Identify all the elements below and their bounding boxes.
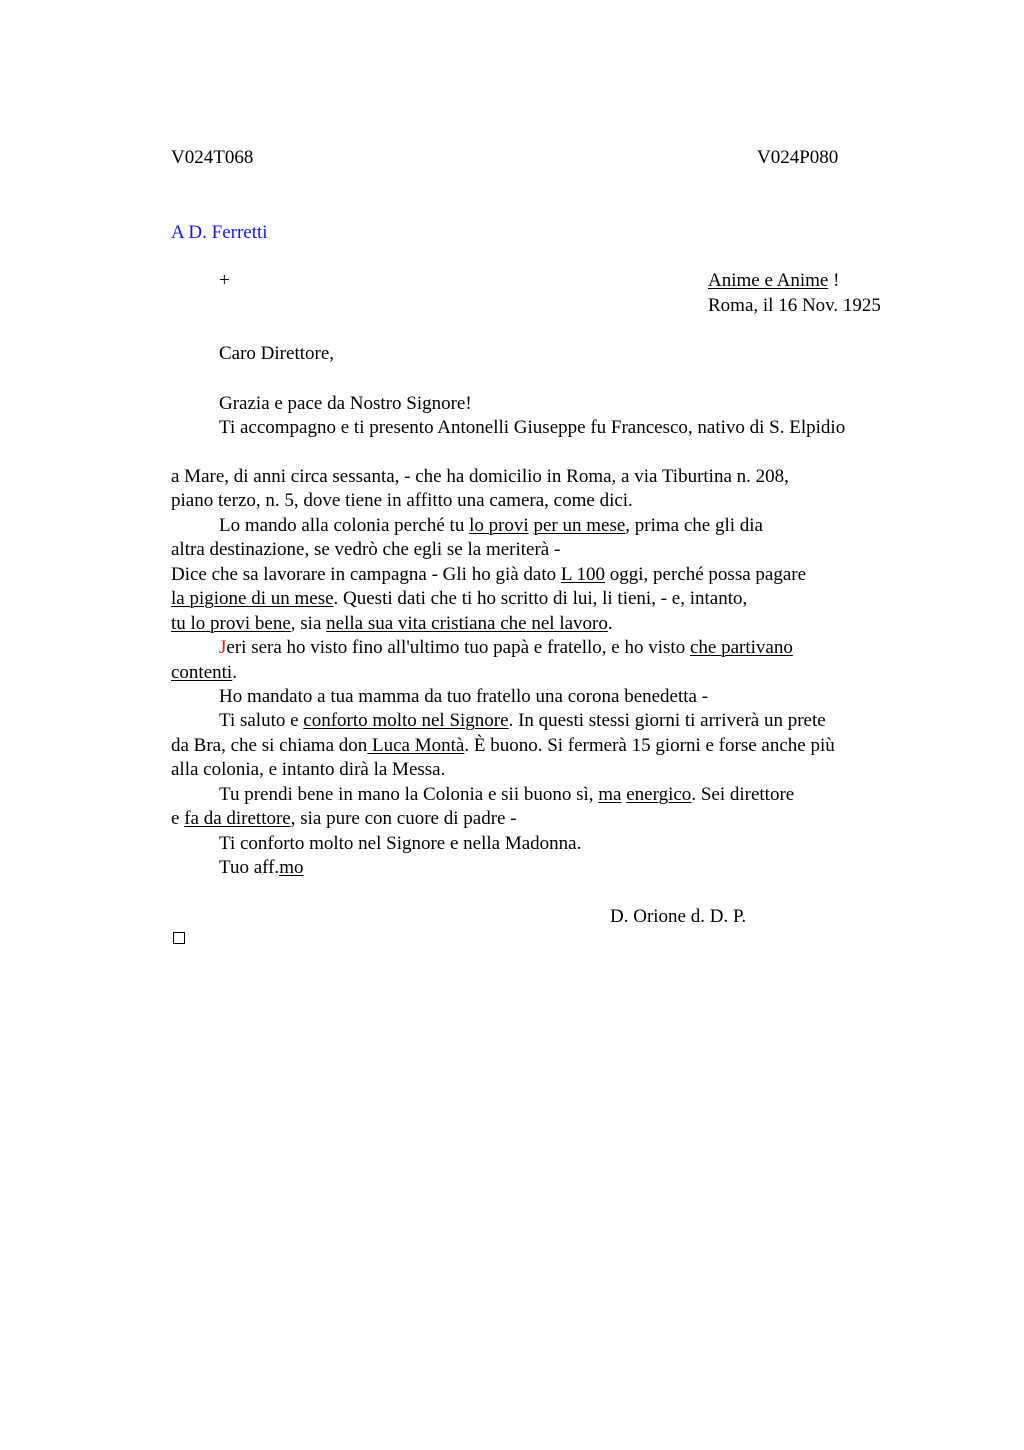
text-run: . bbox=[232, 662, 237, 683]
text-run: . È buono. Si fermerà 15 giorni e forse anche più bbox=[464, 735, 835, 756]
greeting-line: Grazia e pace da Nostro Signore! bbox=[219, 393, 472, 414]
underlined-run: per un mese bbox=[533, 515, 626, 536]
signature: D. Orione d. D. P. bbox=[610, 906, 747, 927]
underlined-run: conforto molto nel Signore bbox=[303, 710, 509, 731]
text-run: . In questi stessi giorni ti arriverà un prete bbox=[508, 710, 826, 731]
motto-underlined: Anime e Anime bbox=[708, 270, 829, 291]
body-line-2: a Mare, di anni circa sessanta, - che ha domicilio in Roma, a via Tiburtina n. 208, bbox=[171, 466, 789, 487]
text-run: , sia bbox=[290, 613, 327, 634]
text-run: Dice che sa lavorare in campagna - Gli ho già dato bbox=[171, 564, 561, 585]
text-run: eri sera ho visto fino all'ultimo tuo papà e fratello, e ho visto bbox=[226, 637, 690, 658]
cross-mark: + bbox=[219, 270, 230, 291]
body-line-1: Ti accompagno e ti presento Antonelli Giuseppe fu Francesco, nativo di S. Elpidio bbox=[219, 417, 846, 438]
body-line-7 bbox=[171, 587, 747, 611]
body-line-9 bbox=[219, 636, 793, 660]
document-code-right: V024P080 bbox=[757, 147, 839, 168]
body-line-4 bbox=[219, 514, 763, 538]
body-line-8 bbox=[171, 612, 613, 636]
text-run: Lo mando alla colonia perché tu bbox=[219, 515, 470, 536]
underlined-run: Luca Montà bbox=[367, 735, 465, 756]
body-line-5: altra destinazione, se vedrò che egli se la meriterà - bbox=[171, 539, 561, 560]
text-run: . Questi dati che ti ho scritto di lui, li tieni, - e, intanto, bbox=[333, 588, 748, 609]
text-run: , sia pure con cuore di padre - bbox=[290, 808, 517, 829]
body-line-14: alla colonia, e intanto dirà la Messa. bbox=[171, 759, 446, 780]
document-code-left: V024T068 bbox=[171, 147, 254, 168]
end-square-icon bbox=[173, 932, 185, 944]
text-run: Ti saluto e bbox=[219, 710, 304, 731]
underlined-run: tu lo provi bene bbox=[171, 613, 291, 634]
salutation: Caro Direttore, bbox=[219, 343, 335, 364]
body-line-3: piano terzo, n. 5, dove tiene in affitto una camera, come dici. bbox=[171, 490, 633, 511]
underlined-run: che partivano bbox=[689, 637, 793, 658]
place-date: Roma, il 16 Nov. 1925 bbox=[708, 295, 881, 316]
text-run: e bbox=[171, 808, 185, 829]
underlined-run: mo bbox=[279, 857, 304, 878]
body-line-17: Ti conforto molto nel Signore e nella Madonna. bbox=[219, 833, 582, 854]
underlined-run: L 100 bbox=[560, 564, 606, 585]
body-line-15 bbox=[219, 783, 794, 807]
text-run: . bbox=[607, 613, 613, 634]
body-line-6 bbox=[171, 563, 806, 587]
underlined-run: contenti bbox=[171, 662, 233, 683]
recipient-line: A D. Ferretti bbox=[171, 222, 268, 243]
underlined-run: la pigione di un mese bbox=[171, 588, 334, 609]
underlined-run: energico bbox=[626, 784, 692, 805]
motto-line bbox=[708, 269, 839, 293]
body-line-12 bbox=[219, 709, 826, 733]
red-initial: J bbox=[219, 637, 227, 658]
body-line-10 bbox=[171, 661, 237, 685]
underlined-run: ma bbox=[598, 784, 622, 805]
body-line-16 bbox=[171, 807, 517, 831]
text-run: da Bra, che si chiama don bbox=[171, 735, 368, 756]
body-line-11: Ho mandato a tua mamma da tuo fratello una corona benedetta - bbox=[219, 686, 709, 707]
text-run: . Sei direttore bbox=[691, 784, 795, 805]
underlined-run: lo provi bbox=[469, 515, 529, 536]
underlined-run: fa da direttore bbox=[184, 808, 291, 829]
motto-end: ! bbox=[828, 270, 840, 291]
underlined-run: nella sua vita cristiana che nel lavoro bbox=[326, 613, 608, 634]
text-run: oggi, perché possa pagare bbox=[605, 564, 807, 585]
body-line-13 bbox=[171, 734, 835, 758]
closing-line bbox=[219, 856, 303, 880]
text-run: Tu prendi bene in mano la Colonia e sii buono sì, bbox=[219, 784, 599, 805]
text-run: Tuo aff. bbox=[219, 857, 280, 878]
text-run: , prima che gli dia bbox=[625, 515, 763, 536]
